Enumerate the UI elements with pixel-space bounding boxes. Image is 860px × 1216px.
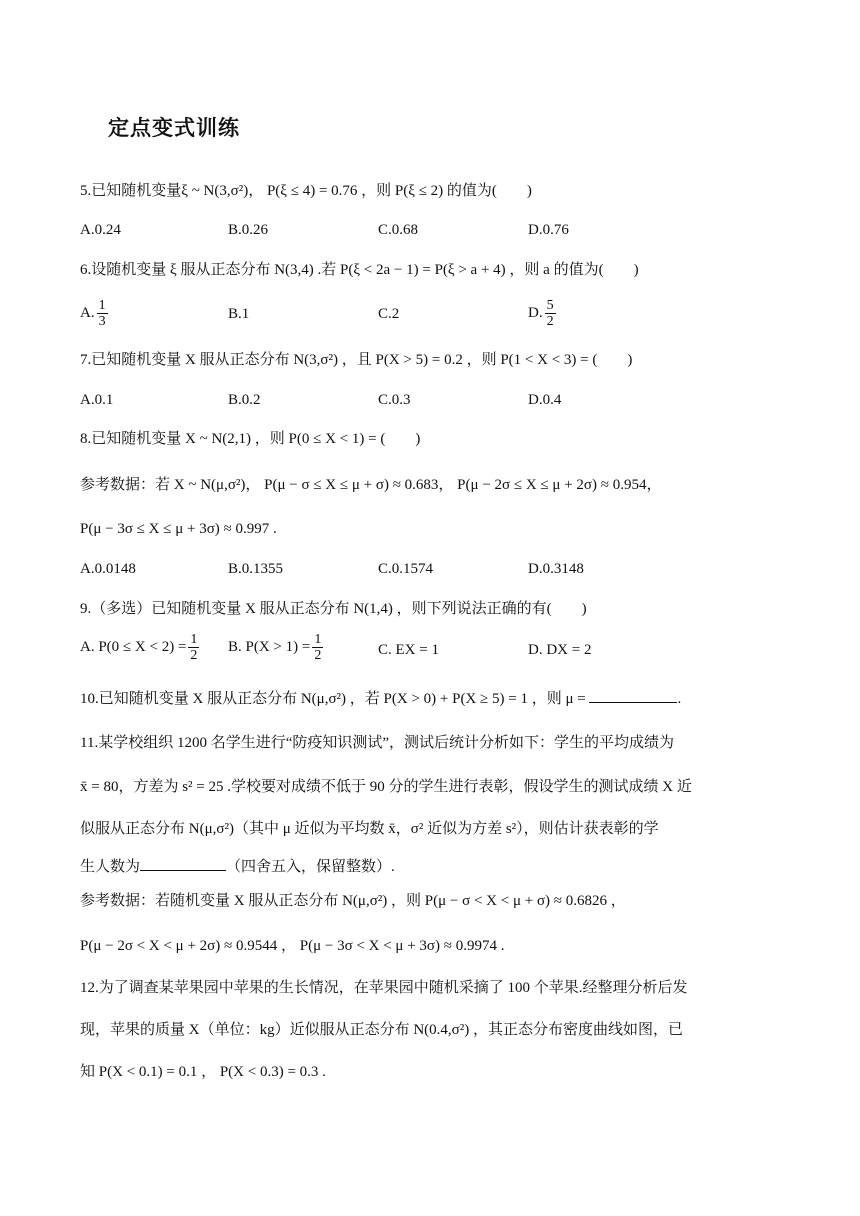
question-11-reference-2: P(μ − 2σ < X < μ + 2σ) ≈ 0.9544 ， P(μ − 3σ < X < μ + 3σ) ≈ 0.9974 . — [80, 938, 505, 954]
option-b: B.0.1355 — [228, 561, 284, 577]
fraction-five-halves — [545, 298, 556, 329]
option-b — [228, 632, 325, 663]
option-a — [80, 632, 201, 663]
question-5-options — [80, 222, 780, 246]
option-a-prefix: A. P(0 ≤ X < 2) = — [80, 638, 187, 655]
question-7-stem: 7.已知随机变量 X 服从正态分布 N(3,σ²) ，且 P(X > 5) = 0.2 ，则 P(1 < X < 3) = ( ) — [80, 352, 633, 368]
option-d: D.0.76 — [528, 222, 569, 238]
fraction-numerator: 5 — [546, 298, 554, 313]
fraction-numerator: 1 — [314, 632, 322, 647]
question-11-line-4a: 生人数为 — [80, 859, 141, 875]
question-11-reference-1: 参考数据：若随机变量 X 服从正态分布 N(μ,σ²) ，则 P(μ − σ < X < μ + σ) ≈ 0.6826 ， — [80, 893, 626, 909]
question-12-line-2: 现，苹果的质量 X（单位：kg）近似服从正态分布 N(0.4,σ²) ，其正态分布密度曲线如图，已 — [80, 1022, 683, 1038]
question-11-line-4b: （四舍五入，保留整数）. — [226, 859, 395, 875]
question-5-stem: 5.已知随机变量ξ ~ N(3,σ²)， P(ξ ≤ 4) = 0.76 ，则 P(ξ ≤ 2) 的值为( ) — [80, 183, 532, 199]
option-a: A.0.24 — [80, 222, 121, 238]
option-d: D.0.3148 — [528, 561, 584, 577]
option-c: C.2 — [378, 306, 400, 322]
question-6-options — [80, 298, 780, 338]
option-d — [528, 298, 558, 329]
option-c: C.0.68 — [378, 222, 419, 238]
question-6-stem: 6.设随机变量 ξ 服从正态分布 N(3,4) .若 P(ξ < 2a − 1) = P(ξ > a + 4) ，则 a 的值为( ) — [80, 262, 639, 278]
fraction-numerator: 1 — [98, 298, 106, 313]
option-c: C. EX = 1 — [378, 642, 439, 658]
question-11-line-4 — [80, 856, 395, 878]
question-10-end: . — [677, 691, 682, 707]
option-b: B.0.2 — [228, 392, 261, 408]
option-d: D.0.4 — [528, 392, 562, 408]
question-11-line-1: 11.某学校组织 1200 名学生进行“防疫知识测试”，测试后统计分析如下：学生的平均成绩为 — [80, 735, 675, 751]
answer-blank — [140, 856, 226, 871]
question-8-reference-1: 参考数据：若 X ~ N(μ,σ²)， P(μ − σ ≤ X ≤ μ + σ) ≈ 0.683， P(μ − 2σ ≤ X ≤ μ + 2σ) ≈ 0.954， — [80, 477, 662, 493]
question-10 — [80, 688, 681, 710]
fraction-one-half — [188, 632, 199, 663]
question-7-options — [80, 392, 780, 416]
option-a — [80, 298, 110, 329]
fraction-one-half — [312, 632, 323, 663]
fraction-denominator: 2 — [546, 314, 554, 329]
section-title: 定点变式训练 — [108, 116, 240, 140]
question-12-line-1: 12.为了调查某苹果园中苹果的生长情况，在苹果园中随机采摘了 100 个苹果.经整理分析后发 — [80, 980, 688, 996]
question-9-options — [80, 632, 780, 672]
question-8-options — [80, 561, 780, 585]
fraction-denominator: 2 — [190, 648, 198, 663]
fraction-numerator: 1 — [190, 632, 198, 647]
option-a: A.0.1 — [80, 392, 114, 408]
option-b: B.0.26 — [228, 222, 269, 238]
fraction-denominator: 2 — [314, 648, 322, 663]
question-12-line-3: 知 P(X < 0.1) = 0.1 ， P(X < 0.3) = 0.3 . — [80, 1064, 326, 1080]
fraction-denominator: 3 — [98, 314, 106, 329]
option-a: A.0.0148 — [80, 561, 136, 577]
question-10-stem: 10.已知随机变量 X 服从正态分布 N(μ,σ²) ，若 P(X > 0) + P(X ≥ 5) = 1 ，则 μ = — [80, 691, 586, 707]
option-b: B.1 — [228, 306, 250, 322]
option-c: C.0.3 — [378, 392, 411, 408]
answer-blank — [589, 688, 677, 703]
question-11-line-3: 似服从正态分布 N(μ,σ²)（其中 μ 近似为平均数 x̄，σ² 近似为方差 s²），则估计获表彰的学 — [80, 821, 659, 837]
question-9-stem: 9.（多选）已知随机变量 X 服从正态分布 N(1,4) ，则下列说法正确的有( ) — [80, 601, 587, 617]
question-8-stem: 8.已知随机变量 X ~ N(2,1) ，则 P(0 ≤ X < 1) = ( ) — [80, 431, 421, 447]
fraction-one-third — [97, 298, 108, 329]
option-b-prefix: B. P(X > 1) = — [228, 638, 311, 655]
option-d-prefix: D. — [528, 304, 543, 321]
question-11-line-2: x̄ = 80，方差为 s² = 25 .学校要对成绩不低于 90 分的学生进行表彰，假设学生的测试成绩 X 近 — [80, 779, 692, 795]
option-c: C.0.1574 — [378, 561, 434, 577]
option-a-prefix: A. — [80, 304, 95, 321]
question-8-reference-2: P(μ − 3σ ≤ X ≤ μ + 3σ) ≈ 0.997 . — [80, 521, 277, 537]
option-d: D. DX = 2 — [528, 642, 592, 658]
